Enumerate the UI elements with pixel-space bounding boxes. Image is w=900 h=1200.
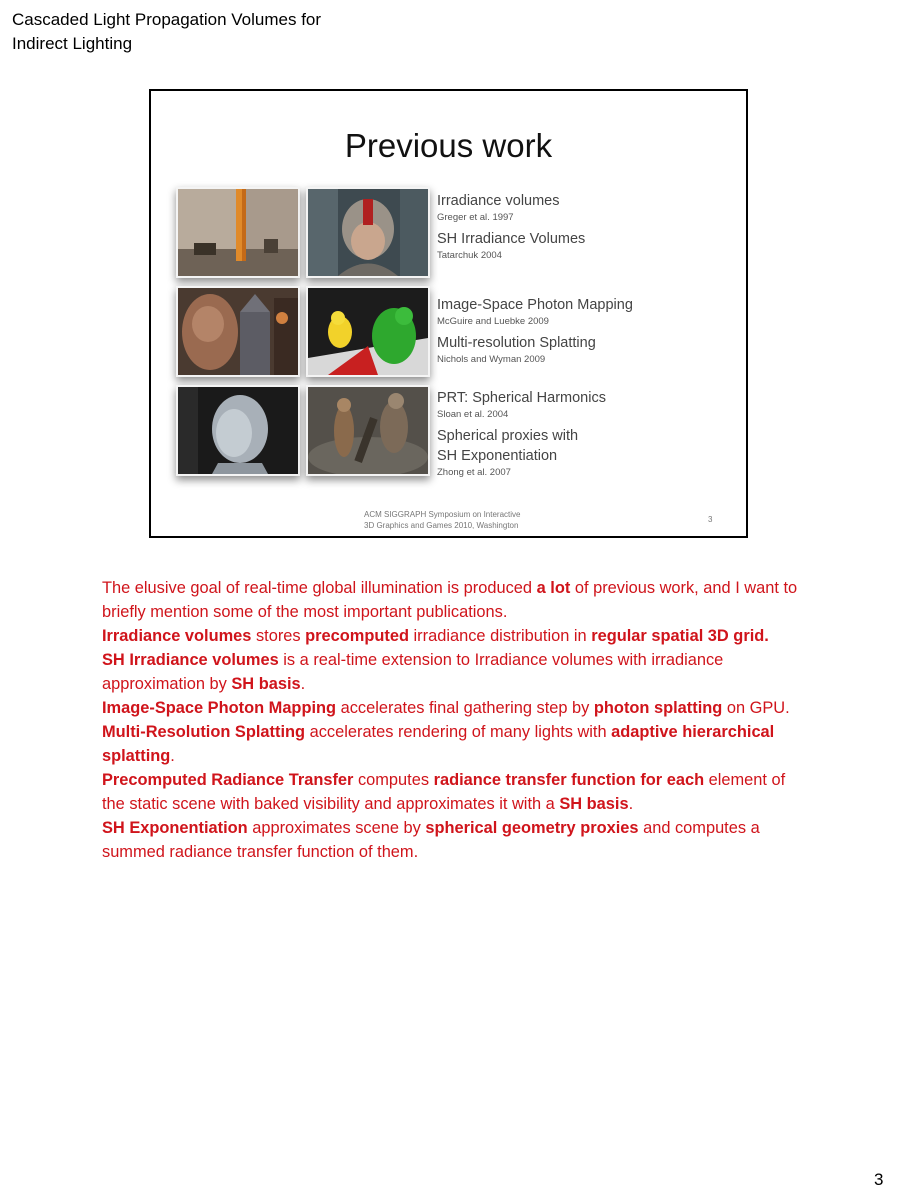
notes-bold-run: a lot [536,579,571,597]
notes-bold-run: Precomputed Radiance Transfer [102,771,354,789]
notes-text-run: is a real-time extension to Irradiance volumes with irradiance approximation by [102,651,724,693]
ref-author: Zhong et al. 2007 [437,467,511,478]
notes-paragraph [102,816,812,864]
notes-text-run: of previous work, and I want to briefly mention some of the most important publications. [102,579,798,621]
speaker-notes [102,576,812,864]
multires-splatting-scene-image [306,286,430,377]
notes-paragraph [102,768,812,816]
notes-bold-run: spherical geometry proxies [425,819,639,837]
notes-bold-run: radiance transfer function for each [433,771,705,789]
notes-bold-run: SH Exponentiation [102,819,248,837]
document-title-line2: Indirect Lighting [12,34,133,53]
notes-bold-run: regular spatial 3D grid. [591,627,769,645]
slide-footer [364,509,521,531]
notes-text-run: and computes a summed radiance transfer function of them. [102,819,760,861]
reference-group-splatting [437,295,633,371]
slide-frame [149,89,748,538]
reference-group-prt [437,388,606,484]
reference-group-volumes [437,191,585,267]
notes-text-run: irradiance distribution in [408,627,592,645]
notes-bold-run: precomputed [305,627,409,645]
slide-footer-line2: 3D Graphics and Games 2010, Washington [364,521,519,530]
irradiance-volume-room-image [176,187,300,278]
ref-author: Greger et al. 1997 [437,212,514,223]
notes-bold-run: adaptive hierarchical splatting [102,723,775,765]
slide-number: 3 [708,515,713,524]
notes-text-run: accelerates rendering of many lights with [305,723,612,741]
notes-paragraph [102,720,812,768]
notes-bold-run: Image-Space Photon Mapping [102,699,337,717]
notes-paragraph [102,648,812,696]
photon-mapping-demon-image [176,286,300,377]
notes-text-run: approximates scene by [247,819,426,837]
notes-bold-run: photon splatting [593,699,723,717]
notes-text-run: . [628,795,634,813]
notes-text-run: The elusive goal of real-time global illumination is produced [102,579,537,597]
prt-head-sculpture-image [176,385,300,476]
notes-paragraph [102,576,812,624]
notes-text-run: computes [353,771,434,789]
notes-text-run: accelerates final gathering step by [336,699,594,717]
notes-bold-run: SH basis [231,675,301,693]
page-number: 3 [874,1170,884,1189]
notes-bold-run: SH basis [559,795,629,813]
notes-text-run: on GPU. [722,699,790,717]
ref-author: Sloan et al. 2004 [437,409,509,420]
ref-title: SH Exponentiation [437,448,558,464]
ref-title: Spherical proxies with [437,428,579,444]
notes-paragraph [102,624,812,648]
notes-text-run: element of the static scene with baked visibility and approximates it with a [102,771,786,813]
notes-bold-run: Multi-Resolution Splatting [102,723,306,741]
ref-author: Tatarchuk 2004 [437,250,502,261]
sh-irradiance-character-image [306,187,430,278]
document-header [12,8,321,56]
slide-title: Previous work [344,127,553,164]
notes-text-run: stores [251,627,306,645]
ref-author: McGuire and Luebke 2009 [437,316,549,327]
ref-title: SH Irradiance Volumes [437,231,586,247]
slide-footer-line1: ACM SIGGRAPH Symposium on Interactive [364,510,521,519]
notes-paragraph [102,696,812,720]
notes-text-run: . [170,747,175,765]
notes-text-run: . [300,675,306,693]
notes-bold-run: Irradiance volumes [102,627,252,645]
document-title-line1: Cascaded Light Propagation Volumes for [12,10,322,29]
ref-author: Nichols and Wyman 2009 [437,354,546,365]
ref-title: Irradiance volumes [437,193,560,209]
notes-bold-run: SH Irradiance volumes [102,651,279,669]
ref-title: Image-Space Photon Mapping [437,297,633,313]
ref-title: PRT: Spherical Harmonics [437,390,606,406]
sh-exponentiation-characters-image [306,385,430,476]
ref-title: Multi-resolution Splatting [437,335,596,351]
